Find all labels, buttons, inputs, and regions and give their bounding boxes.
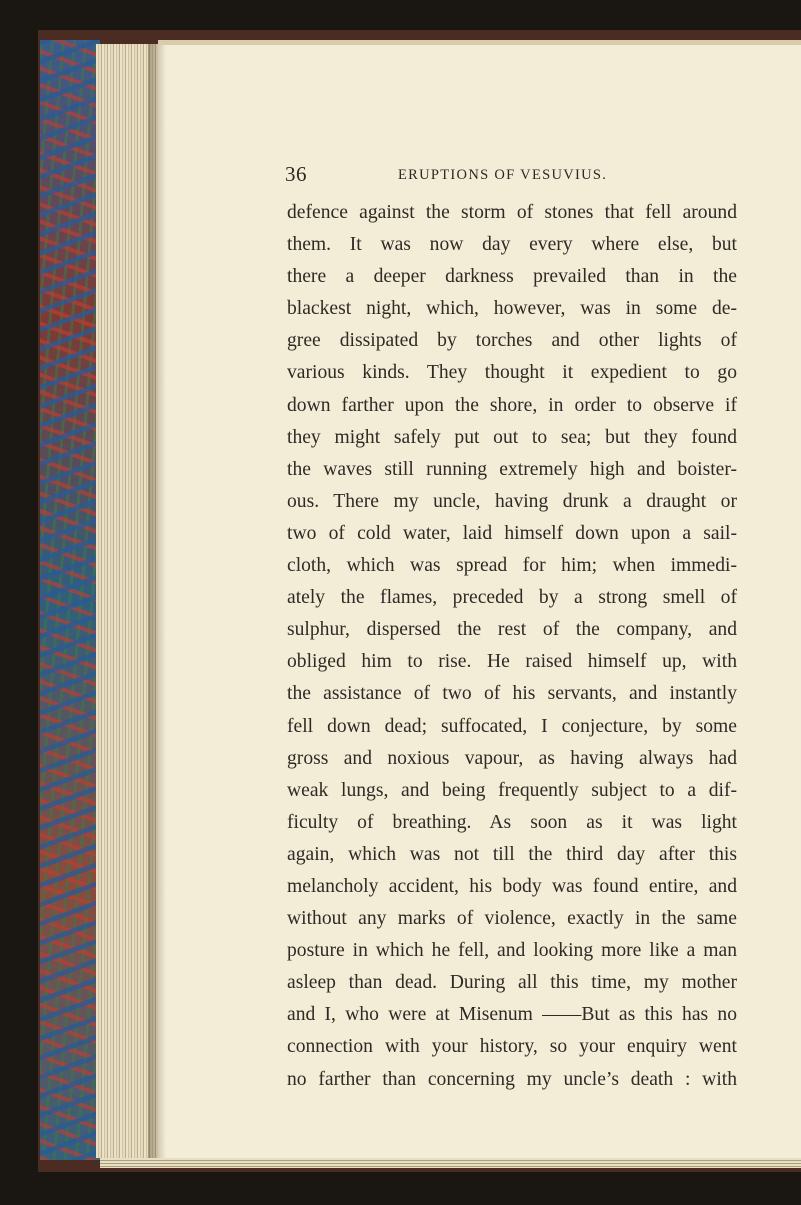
text-line: various kinds. They thought it expedient to go (287, 362, 737, 384)
text-line: the waves still running extremely high and boister- (287, 458, 737, 480)
text-line: two of cold water, laid himself down upon a sail- (287, 522, 737, 544)
page-number: 36 (285, 162, 307, 186)
text-line: gree dissipated by torches and other lights of (287, 330, 737, 352)
text-line: there a deeper darkness prevailed than in the (287, 266, 737, 288)
page-bottom-edge (100, 1158, 801, 1168)
body-text (287, 197, 737, 1096)
text-line: sulphur, dispersed the rest of the company, and (287, 619, 737, 641)
page-top-edge (158, 40, 801, 45)
text-line: them. It was now day every where else, but (287, 234, 737, 256)
text-line: ficulty of breathing. As soon as it was light (287, 811, 737, 833)
gutter-shadow (148, 44, 166, 1158)
text-line: without any marks of violence, exactly in the same (287, 908, 737, 930)
text-line: the assistance of two of his servants, and instantly (287, 683, 737, 705)
text-line: down farther upon the shore, in order to observe if (287, 394, 737, 416)
text-line: and I, who were at Misenum ——But as this has no (287, 1004, 737, 1026)
page-header (0, 162, 801, 192)
text-line: blackest night, which, however, was in some de- (287, 298, 737, 320)
text-line: obliged him to rise. He raised himself up, with (287, 651, 737, 673)
text-line: no farther than concerning my uncle’s death : with (287, 1068, 737, 1090)
text-line: connection with your history, so your enquiry went (287, 1036, 737, 1058)
text-line: they might safely put out to sea; but they found (287, 426, 737, 448)
text-line: melancholy accident, his body was found entire, and (287, 875, 737, 897)
text-line: defence against the storm of stones that fell around (287, 202, 737, 223)
text-line: fell down dead; suffocated, I conjecture, by some (287, 715, 737, 737)
marbled-endpaper (40, 40, 100, 1160)
text-line: ately the flames, preceded by a strong smell of (287, 587, 737, 609)
text-line: posture in which he fell, and looking more like a man (287, 940, 737, 962)
running-title: ERUPTIONS OF VESUVIUS. (398, 167, 608, 183)
text-line: asleep than dead. During all this time, my mother (287, 972, 737, 994)
text-line: again, which was not till the third day after this (287, 843, 737, 865)
text-line: ous. There my uncle, having drunk a draught or (287, 490, 737, 512)
text-line: gross and noxious vapour, as having always had (287, 747, 737, 769)
text-line: weak lungs, and being frequently subject to a dif- (287, 779, 737, 801)
text-line: cloth, which was spread for him; when immedi- (287, 555, 737, 577)
